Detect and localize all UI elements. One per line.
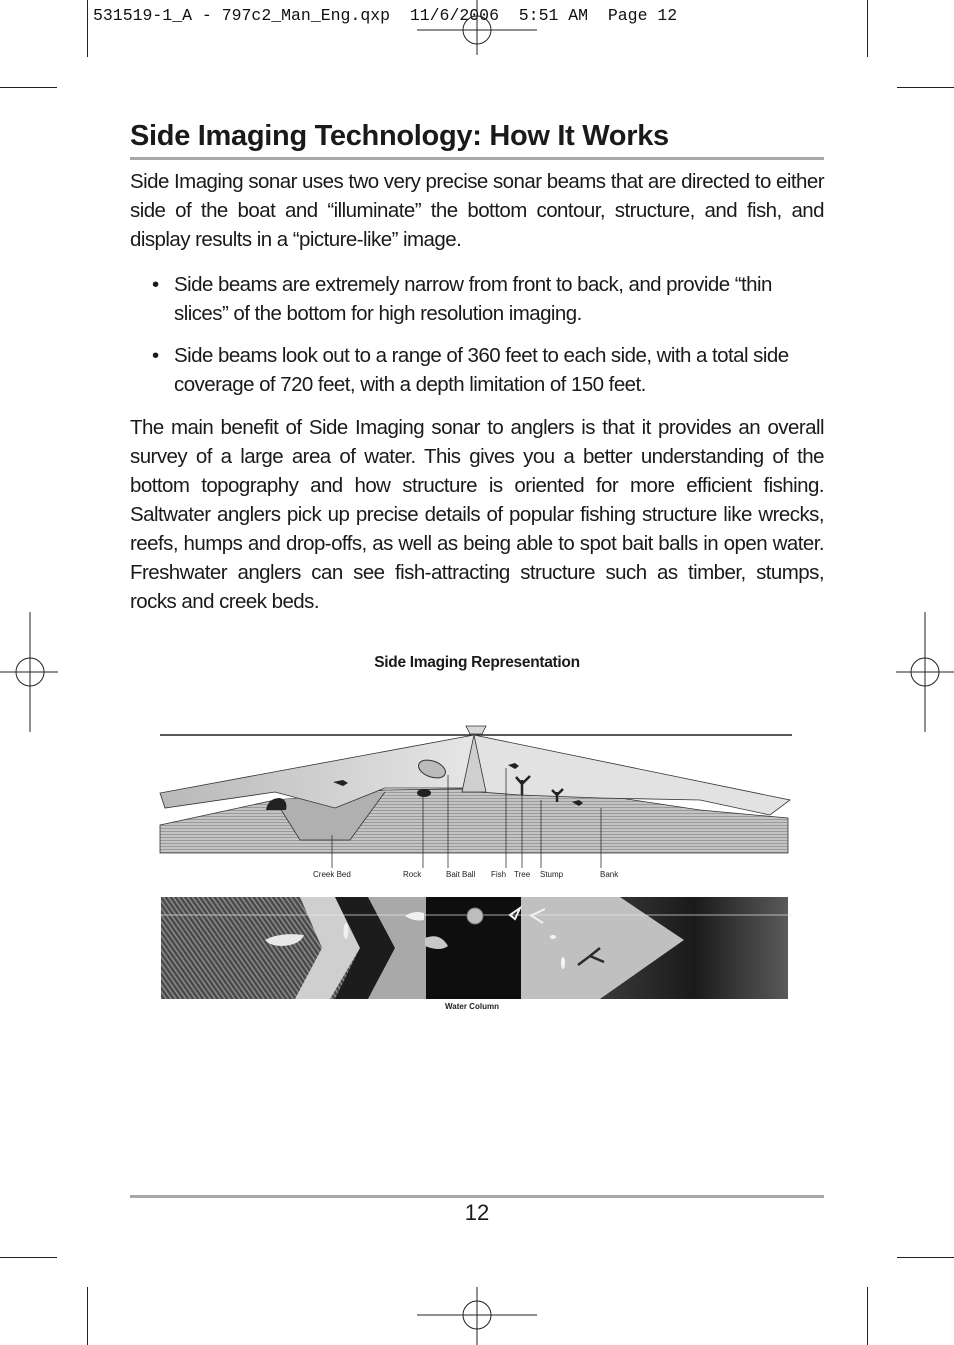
label-creek-bed: Creek Bed [313,870,351,879]
crop-mark [0,87,57,88]
label-stump: Stump [540,870,564,879]
figure-caption: Water Column [445,1002,499,1011]
crop-mark [0,1257,57,1258]
label-bank: Bank [600,870,619,879]
crop-mark [897,1257,954,1258]
crop-mark [87,1287,88,1345]
crop-mark [867,0,868,57]
print-slug-line: 531519-1_A - 797c2_Man_Eng.qxp 11/6/2006 5:51 AM Page 12 [93,6,678,25]
title-rule [130,157,824,160]
page-number: 12 [464,1200,490,1225]
side-imaging-diagram [0,700,954,1020]
bullet-dot-icon: • [152,344,159,367]
page-title: Side Imaging Technology: How It Works [130,120,669,152]
crop-mark [87,0,88,57]
figure-title: Side Imaging Representation [374,654,580,671]
registration-mark-bottom [417,1285,537,1345]
crop-mark [867,1287,868,1345]
benefit-paragraph: The main benefit of Side Imaging sonar to anglers is that it provides an overall survey of a large area of water. This gives you a better understanding of the bottom topography and how structure is oriented for more efficient fishing. Saltwater anglers pick up precise details of popular fishing structure like wrecks, reefs, humps and drop-offs, as well as being able to spot bait balls in open water. Freshwater anglers can see fish-attracting structure such as timber, stumps, rocks and creek beds. [130,416,824,613]
label-fish: Fish [491,870,507,879]
bullet-text: Side beams are extremely narrow from front to back, and provide “thin slices” of the bottom for high resolution imaging. [174,273,772,325]
label-rock: Rock [403,870,422,879]
label-tree: Tree [514,870,531,879]
footer-rule [130,1195,824,1198]
bullet-dot-icon: • [152,273,159,296]
label-bait-ball: Bait Ball [446,870,476,879]
intro-paragraph: Side Imaging sonar uses two very precise sonar beams that are directed to either side of the boat and “illuminate” the bottom contour, structure, and fish, and display results in a “picture-like” image. [130,170,824,251]
registration-mark-top [417,0,537,60]
boat-icon [466,726,486,734]
crop-mark [897,87,954,88]
sonar-image-panel [161,897,792,999]
bullet-text: Side beams look out to a range of 360 feet to each side, with a total side coverage of 720 feet, with a depth limitation of 150 feet. [174,344,789,396]
